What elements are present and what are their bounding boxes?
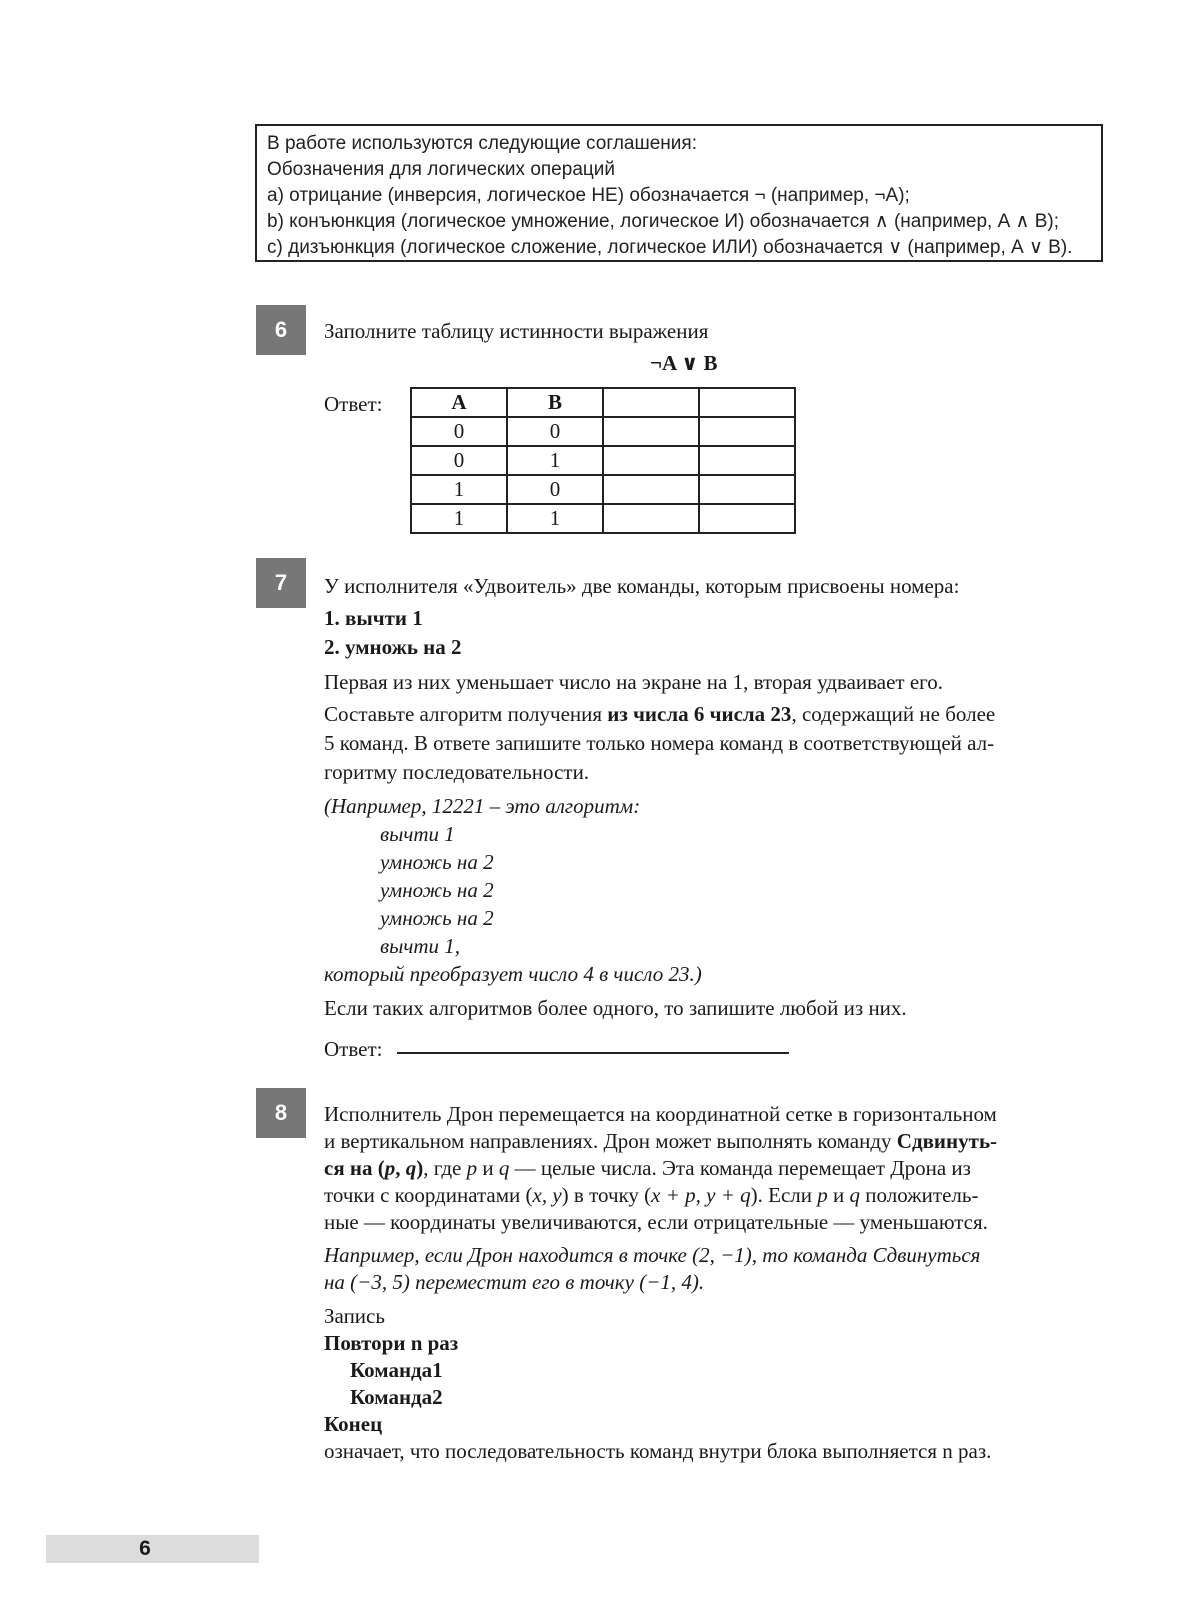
task-8-command-name: Сдвинуть- <box>896 1129 998 1153</box>
truth-table-cell: 1 <box>507 504 603 533</box>
task-7-command-2: 2. умножь на 2 <box>324 635 462 659</box>
truth-table-cell: 0 <box>411 417 507 446</box>
task-8-command-1: Команда1 <box>350 1358 443 1382</box>
task-6-answer-label: Ответ: <box>324 392 383 416</box>
task-7-answer-label: Ответ: <box>324 1037 383 1061</box>
task-8-text: и <box>477 1156 499 1180</box>
truth-table-answer-cell[interactable] <box>699 417 795 446</box>
task-7-task-line-1 <box>324 700 995 728</box>
task-7-description: Первая из них уменьшает число на экране на 1, вторая удваивает его. <box>324 670 944 694</box>
task-7-example-step: умножь на 2 <box>380 906 494 930</box>
task-8-number-badge: 8 <box>256 1088 306 1138</box>
truth-table-answer-cell[interactable] <box>603 504 699 533</box>
task-8-var-p: p <box>466 1156 478 1180</box>
task-8-example-line-2: на (−3, 5) переместит его в точку (−1, 4). <box>324 1270 705 1294</box>
truth-table-answer-cell[interactable] <box>603 475 699 504</box>
task-8-record-label: Запись <box>324 1304 385 1328</box>
truth-table-row <box>411 504 795 533</box>
truth-table-answer-cell[interactable] <box>603 446 699 475</box>
task-7-task-line-2: 5 команд. В ответе запишите только номера команд в соответствующей ал- <box>324 731 995 755</box>
task-8-text: и <box>827 1183 850 1207</box>
task-8-text: точки с координатами ( <box>324 1183 533 1207</box>
truth-table-row <box>411 475 795 504</box>
task-8-line-5: ные — координаты увеличиваются, если отрицательные — уменьшаются. <box>324 1210 988 1234</box>
truth-table-cell: 1 <box>411 475 507 504</box>
truth-table-answer-cell[interactable] <box>603 417 699 446</box>
task-7-note: Если таких алгоритмов более одного, то запишите любой из них. <box>324 996 907 1020</box>
truth-table-cell: 0 <box>507 417 603 446</box>
task-7-example-head: (Например, 12221 – это алгоритм: <box>324 794 641 818</box>
task-7-example-tail: который преобразует число 4 в число 23.) <box>324 962 702 986</box>
task-7-example-step: умножь на 2 <box>380 878 494 902</box>
task-8-line-1: Исполнитель Дрон перемещается на координатной сетке в горизонтальном <box>324 1102 997 1126</box>
task-8-command-2: Команда2 <box>350 1385 443 1409</box>
conventions-box <box>255 124 1103 262</box>
task-8-meaning: означает, что последовательность команд внутри блока выполняется n раз. <box>324 1439 992 1463</box>
task-8-text: , где <box>423 1156 467 1180</box>
truth-table-answer-cell[interactable] <box>699 504 795 533</box>
truth-table-header-empty[interactable] <box>603 388 699 417</box>
truth-table-header-a: A <box>411 388 507 417</box>
task-7-intro: У исполнителя «Удвоитель» две команды, которым присвоены номера: <box>324 574 960 598</box>
truth-table-header-b: B <box>507 388 603 417</box>
task-7-task-emphasis: из числа 6 числа 23 <box>607 702 792 726</box>
task-8-end-keyword: Конец <box>324 1412 383 1436</box>
conventions-line: Обозначения для логических операций <box>267 159 615 180</box>
truth-table-cell: 1 <box>411 504 507 533</box>
truth-table-cell: 1 <box>507 446 603 475</box>
task-8-coords: x, y <box>532 1183 562 1207</box>
task-8-text: ). Если <box>750 1183 818 1207</box>
task-8-var-q: q <box>498 1156 510 1180</box>
task-8-line-3 <box>324 1154 971 1182</box>
truth-table-row <box>411 446 795 475</box>
task-8-text: ) в точку ( <box>561 1183 652 1207</box>
task-8-var-p: p <box>817 1183 828 1207</box>
task-6-expression: ¬A ∨ B <box>650 351 718 375</box>
task-6-number-badge: 6 <box>256 305 306 355</box>
conventions-line: а) отрицание (инверсия, логическое НЕ) обозначается ¬ (например, ¬А); <box>267 185 910 206</box>
task-7-task-text: Составьте алгоритм получения <box>324 702 608 726</box>
task-8-text: положитель- <box>860 1183 979 1207</box>
task-8-text: — целые числа. Эта команда перемещает Дрона из <box>509 1156 971 1180</box>
task-8-command-name: ) <box>416 1156 424 1180</box>
task-8-var-q: q <box>405 1156 417 1180</box>
page-number: 6 <box>139 1537 151 1560</box>
task-8-repeat-keyword: Повтори n раз <box>324 1331 459 1355</box>
task-8-text: и вертикальном направлениях. Дрон может выполнять команду <box>324 1129 897 1153</box>
task-6-prompt: Заполните таблицу истинности выражения <box>324 319 709 343</box>
task-8-line-4 <box>324 1181 978 1209</box>
task-7-example-step: умножь на 2 <box>380 850 494 874</box>
truth-table-answer-cell[interactable] <box>699 475 795 504</box>
truth-table <box>410 387 796 534</box>
task-7-example-step: вычти 1, <box>380 934 461 958</box>
truth-table-cell: 0 <box>507 475 603 504</box>
task-7-task-text: , содержащий не более <box>791 702 996 726</box>
truth-table-row <box>411 417 795 446</box>
task-7-answer-field[interactable] <box>397 1052 789 1054</box>
task-8-command-name: , <box>395 1156 406 1180</box>
task-7-command-1: 1. вычти 1 <box>324 606 423 630</box>
conventions-line: b) конъюнкция (логическое умножение, логическое И) обозначается ∧ (например, А ∧ В); <box>267 211 1059 232</box>
task-8-example-line-1: Например, если Дрон находится в точке (2, −1), то команда Сдвинуться <box>324 1243 981 1267</box>
task-8-coords: x + p, y + q <box>651 1183 751 1207</box>
task-8-command-name: ся на ( <box>324 1156 385 1180</box>
conventions-line: с) дизъюнкция (логическое сложение, логическое ИЛИ) обозначается ∨ (например, А ∨ В). <box>267 237 1073 258</box>
task-8-var-p: p <box>384 1156 396 1180</box>
truth-table-header-empty[interactable] <box>699 388 795 417</box>
conventions-line: В работе используются следующие соглашения: <box>267 133 697 154</box>
task-7-example-step: вычти 1 <box>380 822 455 846</box>
task-7-task-line-3: горитму последовательности. <box>324 760 590 784</box>
truth-table-header-row <box>411 388 795 417</box>
truth-table-cell: 0 <box>411 446 507 475</box>
task-8-var-q: q <box>849 1183 860 1207</box>
truth-table-answer-cell[interactable] <box>699 446 795 475</box>
task-7-number-badge: 7 <box>256 558 306 608</box>
task-8-line-2 <box>324 1127 997 1155</box>
